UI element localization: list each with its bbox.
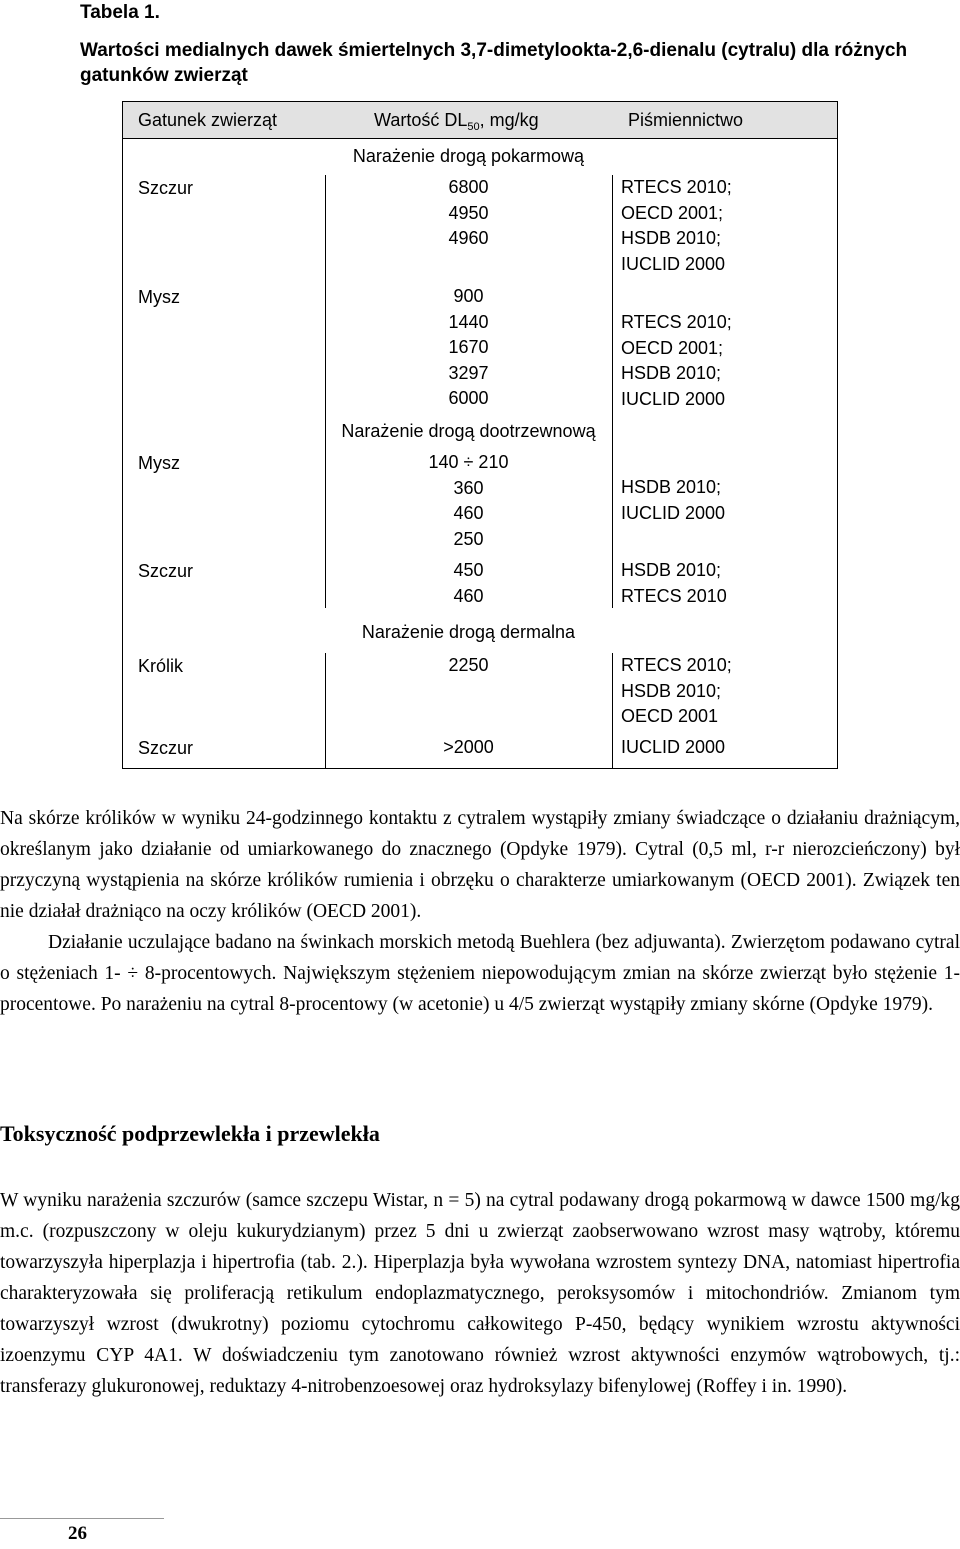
- reference-list: HSDB 2010; IUCLID 2000: [621, 477, 726, 523]
- value-list: 450 460: [453, 560, 484, 606]
- route-heading-intraperitoneal: Narażenie drogą dootrzewnową: [341, 421, 596, 441]
- section-heading: Toksyczność podprzewlekła i przewlekła: [0, 1121, 380, 1146]
- body-section-skin: [0, 803, 960, 1020]
- header-references: Piśmiennictwo: [628, 110, 744, 130]
- species-cell: Szczur: [138, 738, 194, 758]
- body-section-subchronic: [0, 1185, 960, 1402]
- route-heading-dermal: Narażenie drogą dermalna: [361, 622, 576, 642]
- column-divider: [612, 175, 613, 608]
- paragraph-sensitization: Działanie uczulające badano na świnkach morskich metodą Buehlera (bez adjuwanta). Zwierzętom podawano cytral o stężeniach 1- ÷ 8-procentowych. Największym stężeniem niepowodującym zmian na skórze zwierząt było stężenie 1-procentowe. Po narażeniu na cytral 8-procentowy (w acetonie) u 4/5 zwierząt wystąpiły zmiany skórne (Opdyke 1979).: [0, 932, 960, 1015]
- value-list: 6800 4950 4960: [448, 177, 489, 248]
- table-caption-title: Wartości medialnych dawek śmiertelnych 3,7-dimetylookta-2,6-dienalu (cytralu) dla różnych gatunków zwierząt: [80, 40, 908, 86]
- reference-list: RTECS 2010; HSDB 2010; OECD 2001: [621, 655, 732, 726]
- paragraph-subchronic: W wyniku narażenia szczurów (samce szczepu Wistar, n = 5) na cytral podawany drogą pokarmową w dawce 1500 mg/kg m.c. (rozpuszczony w oleju kukurydzianym) przez 5 dni u zwierząt zaobserwowano wzrost masy wątroby, któremu towarzyszyła hiperplazja i hipertrofia (tab. 2.). Hiperplazja była wywołana wzrostem syntezy DNA, natomiast hipertrofia charakteryzowała się proliferacją retikulum endoplazmatycznego, peroksysomów i mitochondriów. Zmianom tym towarzyszył wzrost (dwukrotny) poziomu cytochromu całkowitego P-450, będący wynikiem wzrostu aktywności izoenzymu CYP 4A1. W doświadczeniu tym zanotowano również wzrost aktywności enzymów wątrobowych, tj.: transferazy glukuronowej, reduktazy 4-nitrobenzoesowej oraz hydroksylazy bifenylowej (Roffey i in. 1990).: [0, 1190, 960, 1397]
- page-number: 26: [68, 1523, 87, 1544]
- footer-rule: [0, 1518, 164, 1519]
- reference-list: HSDB 2010; RTECS 2010: [621, 560, 727, 606]
- species-cell: Mysz: [138, 453, 180, 473]
- column-divider: [612, 653, 613, 769]
- value-list: 140 ÷ 210 360 460 250: [428, 452, 509, 549]
- species-cell: Królik: [138, 656, 184, 676]
- reference-list: RTECS 2010; OECD 2001; HSDB 2010; IUCLID 2000: [621, 312, 732, 409]
- header-species: Gatunek zwierząt: [138, 110, 278, 130]
- species-cell: Szczur: [138, 561, 194, 581]
- species-cell: Mysz: [138, 287, 180, 307]
- reference-list: IUCLID 2000: [621, 737, 726, 757]
- reference-list: RTECS 2010; OECD 2001; HSDB 2010; IUCLID 2000: [621, 177, 732, 274]
- table-header-row: [123, 102, 837, 139]
- value-list: 900 1440 1670 3297 6000: [448, 286, 489, 408]
- value-list: 2250: [448, 655, 489, 675]
- value-list: >2000: [443, 737, 494, 757]
- table-caption-label: Tabela 1.: [80, 2, 160, 23]
- route-heading-oral: Narażenie drogą pokarmową: [352, 146, 585, 166]
- ld50-table: [122, 101, 838, 769]
- header-value: Wartość $DL_{50}$, mg/kg: [374, 110, 539, 133]
- species-cell: Szczur: [138, 178, 194, 198]
- paragraph-skin-irritation: Na skórze królików w wyniku 24-godzinnego kontaktu z cytralem wystąpiły zmiany świadczące o działaniu drażniącym, określanym jako działanie od umiarkowanego do znacznego (Opdyke 1979). Cytral (0,5 ml, r-r nierozcieńczony) był przyczyną wystąpienia na skórze królików rumienia i obrzęku o charakterze umiarkowanym (OECD 2001). Związek ten nie działał drażniąco na oczy królików (OECD 2001).: [0, 808, 960, 922]
